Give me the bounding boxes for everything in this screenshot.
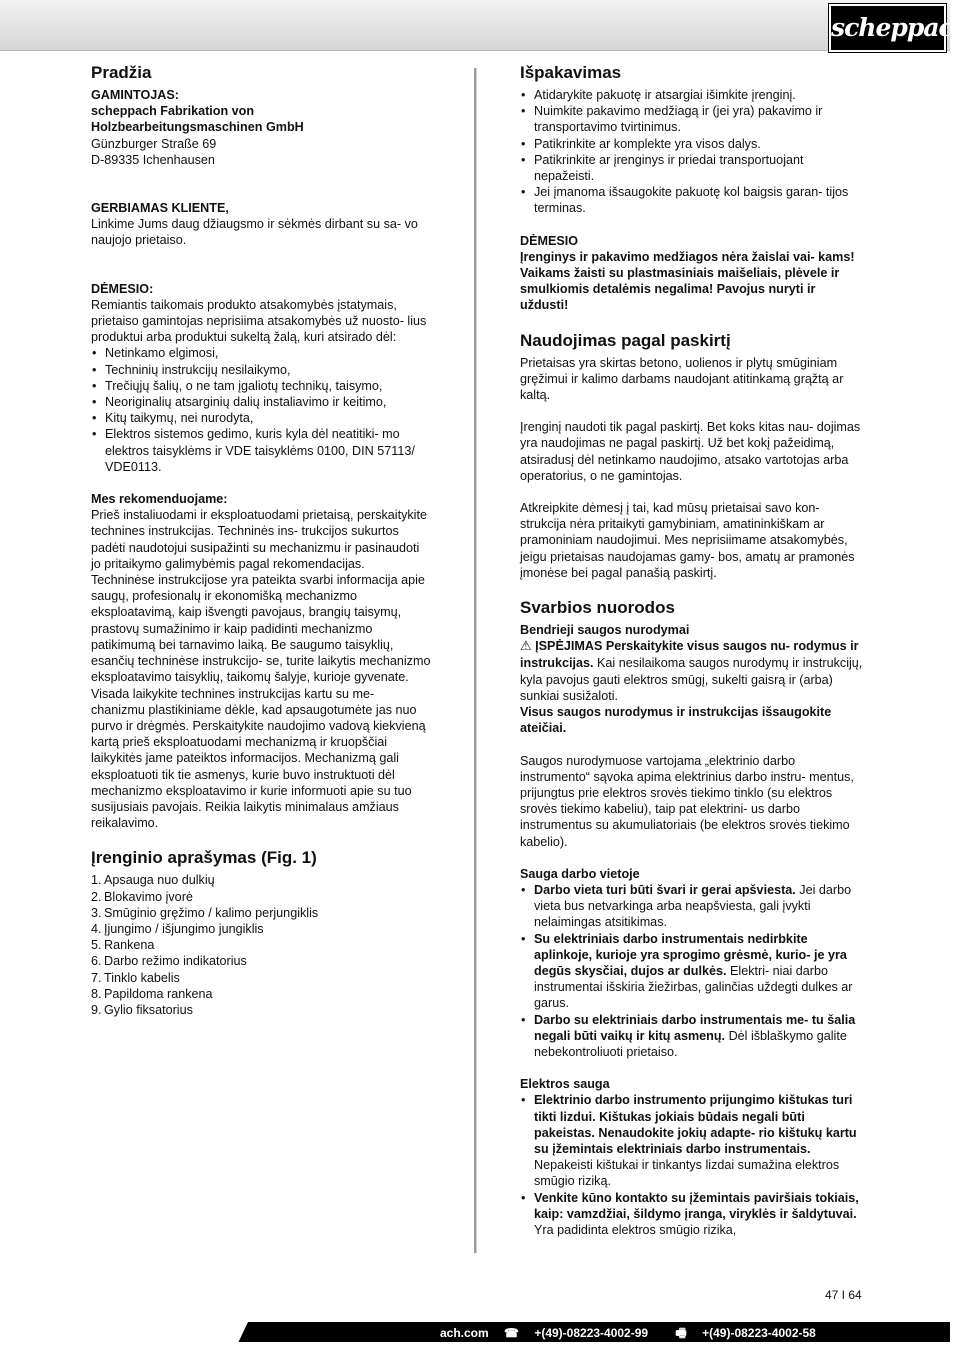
- term-paragraph: Saugos nurodymuose vartojama „elektrinio darbo instrumento“ sąvoka apima elektrinius darbo instru- mentus, prijungtus prie elektros srovės tiekimo tinklo (su elektros srovės tiekimo kabeliu), taip pat elektrini- us darbo instrumentus su akumuliatoriais (be elektros srovės tiekimo kabelio).: [520, 753, 854, 849]
- caution-text: Įrenginys ir pakavimo medžiagos nėra žaislai vai- kams! Vaikams žaisti su plastmasiniais maišeliais, plėvele ir smulkiomis detalėmis negalima! Pavojus nuryti ir uždusti!: [520, 249, 855, 313]
- footer-contact: [440, 1324, 840, 1345]
- attention-text: Remiantis taikomais produkto atsakomybės įstatymais, prietaiso gamintojas neprisiima atsakomybės už nuosto- lius produktui arba produktui sukeltą žalą, kuri atsirado dėl:: [91, 297, 427, 345]
- list-item: • Darbo vieta turi būti švari ir gerai apšviesta. Jei darbo vieta bus netvarkinga arba neapšviesta, gali įvykti nelaimingas atsitikimas.: [520, 882, 865, 931]
- workplace-label: Sauga darbo vietoje: [520, 866, 640, 881]
- list-item: 1. Apsauga nuo dulkių: [91, 873, 215, 888]
- workplace-list: [520, 882, 865, 1060]
- list-item: • Su elektriniais darbo instrumentais nedirbkite aplinkoje, kurioje yra sprogimo grėsmė, kurio- je yra degūs skysčiai, dujos ar dulkės. Elektri- niai darbo instrumentai išskiria žiežirbas, galinčias uždegti dulkes ar garus.: [520, 931, 865, 1012]
- header-bar: [0, 0, 970, 51]
- brand-logo: scheppach: [829, 4, 946, 52]
- manufacturer-name-1: scheppach Fabrikation von: [91, 104, 255, 119]
- use-paragraph-2: Įrenginį naudoti tik pagal paskirtį. Bet koks kitas nau- dojimas yra naudojimas ne pagal paskirtį. Už bet kokį pažeidimą, atsiradusį dėl netinkamo naudojimo, atsako vartotojas arba operatorius, o ne gamintojas.: [520, 420, 861, 483]
- list-item: 6. Darbo režimo indikatorius: [91, 954, 247, 969]
- fax-icon: 🖷: [675, 1326, 687, 1340]
- list-item: • Elektrinio darbo instrumento prijungimo kištukas turi tikti lizdui. Kištukas jokiais būdais negali būti pakeistas. Nenaudokite jokių adapte- rio kištukų kartu su įžemintais elektriniais darbo instrumentais. Nepakeisti kištukai ir tinkantys lizdai sumažina elektros smūgio riziką.: [520, 1092, 865, 1189]
- list-item: 9. Gylio fiksatorius: [91, 1002, 193, 1017]
- use-paragraph-3: Atkreipkite dėmesį į tai, kad mūsų prietaisai savo kon- strukcija nėra pritaikyti gamybiniam, amatininkiškam ar pramoniniam naudojimui. Mes neprisiimame atsakomybės, jeigu prietaisas naudojamas gamy- bos, amatų ar pramonės įmonėse bei pagal panašią paskirtį.: [520, 501, 855, 580]
- page-number: 47 I 64: [825, 1288, 862, 1302]
- address-city: D-89335 Ichenhausen: [91, 152, 215, 167]
- list-item: • Jei įmanoma išsaugokite pakuotę kol baigsis garan- tijos terminas.: [520, 184, 865, 216]
- right-column: [520, 62, 865, 1238]
- recommend-label: Mes rekomenduojame:: [91, 492, 228, 507]
- list-item: • Netinkamo elgimosi,: [91, 345, 431, 361]
- list-item: • Elektros sistemos gedimo, kuris kyla dėl neatitiki- mo elektros taisyklėms ir VDE taisyklėms 0100, DIN 57113/ VDE0113.: [91, 426, 431, 475]
- safety-subtitle: Bendrieji saugos nurodymai: [520, 623, 690, 638]
- address-street: Günzburger Straße 69: [91, 136, 217, 151]
- footer-phone: ☎ +(49)-08223-4002-99: [504, 1326, 649, 1340]
- unpack-list: [520, 87, 865, 217]
- list-item: • Trečiųjų šalių, o ne tam įgaliotų technikų, taisymo,: [91, 378, 431, 394]
- manufacturer-name-2: Holzbearbeitungsmaschinen GmbH: [91, 120, 304, 135]
- customer-label: GERBIAMAS KLIENTE,: [91, 201, 229, 216]
- list-item: • Kitų taikymų, nei nurodyta,: [91, 410, 431, 426]
- list-item: 4. Įjungimo / išjungimo jungiklis: [91, 921, 264, 936]
- intro-title: Pradžia: [91, 63, 152, 82]
- use-paragraph-1: Prietaisas yra skirtas betono, uolienos ir plytų smūginiam gręžimui ir kalimo darbams naudojant atitinkamą grąžtą ar kaltą.: [520, 355, 844, 403]
- electric-label: Elektros sauga: [520, 1077, 610, 1092]
- use-title: Naudojimas pagal paskirtį: [520, 330, 731, 350]
- recommend-text: Prieš instaliuodami ir eksploatuodami prietaisą, perskaitykite technines instrukcijas. Techninės ins- trukcijos sukurtos padėti naudotojui susipažinti su mechanizmu ir pasinaudoti jo pritaikymo galimybėmis pagal rekomendacijas. Techninėse instrukcijose yra pateikta svarbi informacija apie saugų, profesionalų ir ekonomišką mechanizmo eksploatavimą, kaip išvengti pavojaus, brangių taisymų, prastovų sumažinimo ir kaip padidinti mechanizmo patikimumą bei tarnavimo laiką. Be saugumo taisyklių, esančių techninėse instrukcijo- se, turite laikytis mechanizmo eksploatavimo taisyklių, taikomų šalyje, kurioje gyvenate. Visada laikykite technines instrukcijas kartu su me- chanizmu plastikiniame dėkle, kad apsaugotumėte jas nuo purvo ir drėgmės. Perskaitykite naudojimo vadovą kiekvieną kartą prieš eksploatuodami mechanizmą ir kruopščiai laikykitės jame pateiktos informacijos. Mechanizmą gali eksploatuoti tik tie asmenys, kurie buvo instruktuoti dėl mechanizmo eksploatavimo ir kurie informuoti apie su tuo susijusiais pavojais. Reikia laikytis minimalaus amžiaus reikalavimo.: [91, 508, 431, 831]
- list-item: • Patikrinkite ar komplekte yra visos dalys.: [520, 136, 865, 152]
- footer-fax: 🖷 +(49)-08223-4002-58: [675, 1326, 816, 1340]
- left-column: [91, 62, 431, 1018]
- warning-paragraph: ⚠ ĮSPĖJIMAS Perskaitykite visus saugos nu- rodymus ir instrukcijas. Kai nesilaikoma saugos nurodymų ir instrukcijų, kyla pavojus gauti elektros smūgį, sukelti gaisrą ir (arba) sunkiai susižaloti.: [520, 639, 863, 703]
- attention-list: [91, 345, 431, 475]
- warning-icon: ⚠: [520, 639, 532, 655]
- attention-label: DĖMESIO:: [91, 281, 154, 296]
- list-item: • Patikrinkite ar įrenginys ir priedai transportuojant nepažeisti.: [520, 152, 865, 184]
- list-item: 3. Smūginio gręžimo / kalimo perjungiklis: [91, 905, 319, 920]
- list-item: • Darbo su elektriniais darbo instrumentais me- tu šalia negali būti vaikų ir kitų asmenų. Dėl išblaškymo galite nebekontroliuoti prietaiso.: [520, 1012, 865, 1061]
- list-item: 7. Tinklo kabelis: [91, 970, 180, 985]
- column-divider: [474, 68, 477, 1253]
- manufacturer-label: GAMINTOJAS:: [91, 88, 179, 102]
- list-item: 8. Papildoma rankena: [91, 986, 213, 1001]
- unpack-title: Išpakavimas: [520, 63, 622, 82]
- list-item: • Neoriginalių atsarginių dalių instaliavimo ir keitimo,: [91, 394, 431, 410]
- electric-list: [520, 1092, 865, 1238]
- list-item: • Atidarykite pakuotę ir atsargiai išimkite įrenginį.: [520, 87, 865, 103]
- list-item: 5. Rankena: [91, 938, 155, 953]
- list-item: • Nuimkite pakavimo medžiagą ir (jei yra) pakavimo ir transportavimo tvirtinimus.: [520, 103, 865, 135]
- footer-website[interactable]: ach.com: [440, 1326, 489, 1340]
- customer-text: Linkime Jums daug džiaugsmo ir sėkmės dirbant su sa- vo naujojo prietaiso.: [91, 217, 418, 248]
- keep-instructions: Visus saugos nurodymus ir instrukcijas išsaugokite ateičiai.: [520, 705, 832, 736]
- description-title: Įrenginio aprašymas (Fig. 1): [91, 848, 317, 868]
- list-item: • Venkite kūno kontakto su įžemintais paviršiais tokiais, kaip: vamzdžiai, šildymo įranga, viryklės ir šaldytuvai. Yra padidinta elektros smūgio rizika,: [520, 1190, 865, 1239]
- caution-label: DĖMESIO: [520, 233, 579, 248]
- list-item: • Techninių instrukcijų nesilaikymo,: [91, 362, 431, 378]
- safety-title: Svarbios nuorodos: [520, 598, 675, 618]
- phone-icon: ☎: [504, 1326, 519, 1340]
- parts-list: [91, 872, 431, 1018]
- list-item: 2. Blokavimo įvorė: [91, 889, 193, 904]
